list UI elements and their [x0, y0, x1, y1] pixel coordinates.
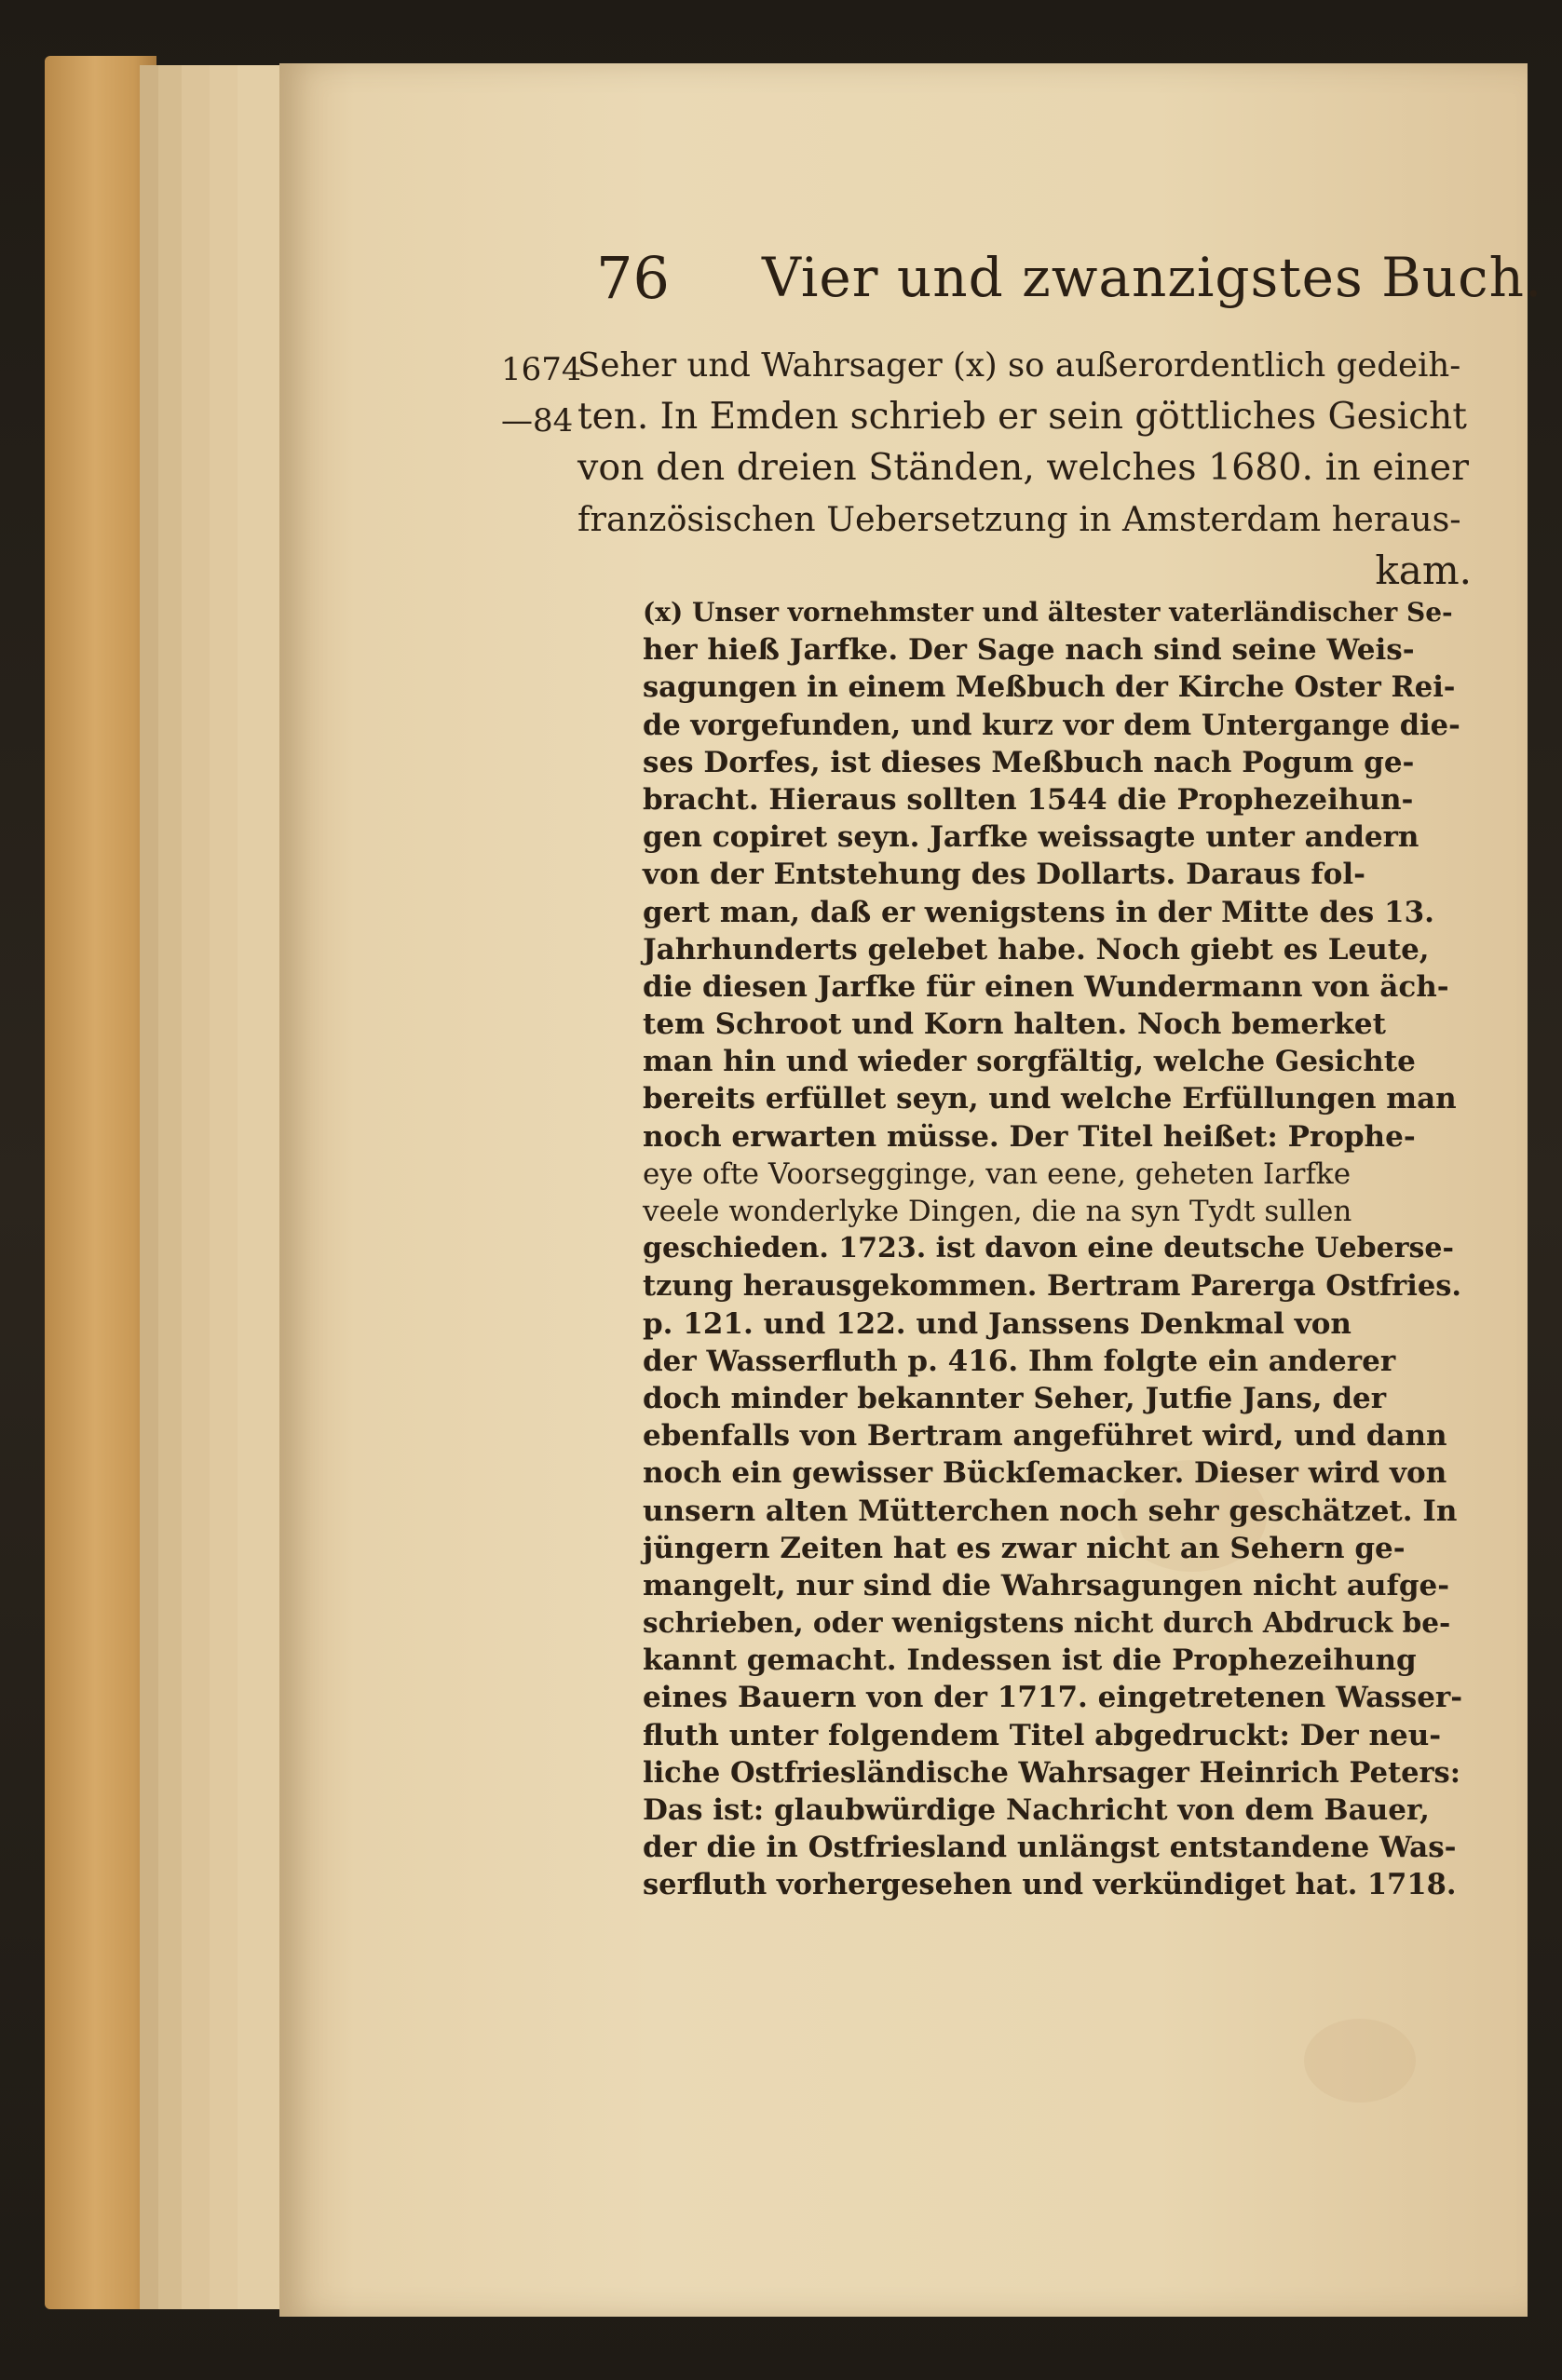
main-text — [577, 340, 1472, 596]
footnote-line: man hin und wieder sorgfältig, welche Gesichte — [643, 1045, 1416, 1079]
footnote-line: bereits erfüllet seyn, und welche Erfüllungen man — [643, 1082, 1457, 1116]
footnote-line: jüngern Zeiten hat es zwar nicht an Sehern ge- — [643, 1531, 1406, 1565]
text-line: französischen Uebersetzung in Amsterdam heraus- — [577, 499, 1461, 539]
footnote-line: der Wasserfluth p. 416. Ihm folgte ein anderer — [643, 1344, 1396, 1378]
text-line: kam. — [1375, 548, 1472, 593]
footnote-line: bracht. Hieraus sollten 1544 die Prophezeihun- — [643, 782, 1414, 817]
footnote-line: der die in Ostfriesland unlängst entstandene Was- — [643, 1831, 1457, 1865]
running-title: Vier und zwanzigstes Buch. — [762, 246, 1543, 309]
margin-note — [501, 345, 582, 447]
footnote-line: ebenfalls von Bertram angeführet wird, und dann — [643, 1419, 1447, 1454]
footnote-line: eines Bauern von der 1717. eingetretenen Wasser- — [643, 1681, 1463, 1715]
footnote-line: tem Schroot und Korn halten. Noch bemerket — [643, 1007, 1386, 1042]
footnote-line: gert man, daß er wenigstens in der Mitte des 13. — [643, 895, 1434, 929]
footnote-line: geschieden. 1723. ist davon eine deutsche Ueberse- — [643, 1232, 1454, 1265]
footnote-line: unsern alten Mütterchen noch sehr geschätzet. In — [643, 1494, 1458, 1528]
footnote-line: liche Ostfriesländische Wahrsager Heinrich Peters: — [643, 1755, 1460, 1790]
footnote-line: veele wonderlyke Dingen, die na syn Tydt sullen — [643, 1195, 1352, 1228]
footnote-line: ses Dorfes, ist dieses Meßbuch nach Pogum ge- — [643, 745, 1415, 779]
text-line: ten. In Emden schrieb er sein göttliches Gesicht — [577, 396, 1467, 438]
footnote-line: noch erwarten müsse. Der Titel heißet: Prophe- — [643, 1119, 1416, 1154]
footnote-line: tzung herausgekommen. Bertram Parerga Ostfries. — [643, 1269, 1462, 1304]
footnote-line: mangelt, nur sind die Wahrsagungen nicht aufge- — [643, 1568, 1450, 1602]
footnote-line: fluth unter folgendem Titel abgedruckt: Der neu- — [643, 1718, 1442, 1752]
footnote — [643, 594, 1462, 1904]
footnote-line: die diesen Jarfke für einen Wundermann von äch- — [643, 969, 1449, 1004]
text-line: von den dreien Ständen, welches 1680. in einer — [577, 446, 1469, 489]
page-edge — [238, 65, 281, 2309]
footnote-line: doch minder bekannter Seher, Jutfie Jans, der — [643, 1381, 1387, 1415]
footnote-line: p. 121. und 122. und Janssens Denkmal von — [643, 1306, 1351, 1341]
footnote-line: Das ist: glaubwürdige Nachricht von dem Bauer, — [643, 1793, 1430, 1827]
footnote-line: her hieß Jarfke. Der Sage nach sind seine Weis- — [643, 633, 1415, 668]
text-line: Seher und Wahrsager (x) so außerordentlich gedeih- — [577, 346, 1461, 385]
footnote-line: eye ofte Voorsegginge, van eene, geheten Iarfke — [643, 1156, 1351, 1191]
footnote-line: sagungen in einem Meßbuch der Kirche Oster Rei- — [643, 670, 1456, 705]
footnote-line: noch ein gewisser Bückſemacker. Dieser wird von — [643, 1456, 1447, 1491]
footnote-line: Jahrhunderts gelebet habe. Noch giebt es Leute, — [643, 932, 1430, 967]
page-number: 76 — [596, 244, 670, 312]
footnote-line: de vorgefunden, und kurz vor dem Untergange die- — [643, 708, 1460, 742]
margin-year: 1674 — [501, 351, 582, 388]
footnote-line: schrieben, oder wenigstens nicht durch Abdruck be- — [643, 1606, 1451, 1640]
footnote-line: gen copiret seyn. Jarfke weissagte unter andern — [643, 820, 1419, 855]
footnote-line: kannt gemacht. Indessen ist die Prophezeihung — [643, 1643, 1417, 1678]
paper-stain — [1304, 2019, 1416, 2103]
page-header — [317, 244, 1543, 318]
footnote-line: (x) Unser vornehmster und ältester vaterländischer Se- — [643, 597, 1453, 628]
footnote-line: serfluth vorhergesehen und verkündiget hat. 1718. — [643, 1868, 1457, 1902]
footnote-line: von der Entstehung des Dollarts. Daraus fol- — [643, 858, 1365, 892]
margin-year: —84 — [501, 402, 574, 439]
